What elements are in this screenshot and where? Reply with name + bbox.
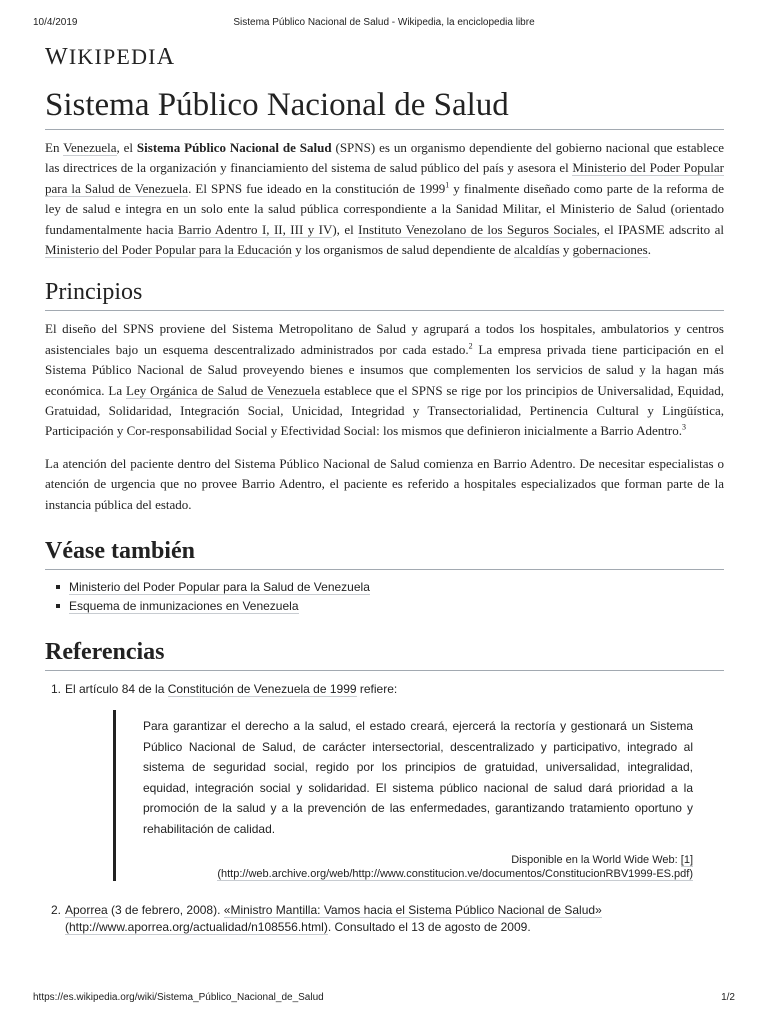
link-gobernaciones[interactable]: gobernaciones xyxy=(572,242,648,258)
intro-text: . xyxy=(647,242,651,258)
print-date: 10/4/2019 xyxy=(33,17,78,28)
reference-text: refiere: xyxy=(356,682,398,697)
quote-text: Para garantizar el derecho a la salud, el estado creará, ejercerá la rectoría y gestionará un Sistema Público Nacional de Salud, de carácter intersectorial, descentralizado y participativo, integrado al sistema de seguridad social, regido por los principios de gratuidad, universalidad, integralidad, equidad, integración social y solidaridad. El sistema público nacional de salud dará prioridad a la promoción de la salud y a la prevención de las enfermedades, garantizando tratamiento oportuno y rehabilitación de calidad. xyxy=(143,719,693,836)
see-also-list xyxy=(45,578,724,616)
list-item xyxy=(69,597,724,616)
citation-2[interactable]: 2 xyxy=(468,341,473,351)
quote-source xyxy=(143,853,693,881)
bullet-icon xyxy=(56,585,60,589)
link-ministerio-salud[interactable]: Ministerio del Poder Popular para la Salud de Venezuela xyxy=(45,160,724,196)
wikipedia-wordmark: WIKIPEDIA xyxy=(45,44,176,70)
heading-referencias: Referencias xyxy=(45,636,724,671)
intro-text: y finalmente diseñado como parte de la reforma de ley de salud e integra en un solo ente la salud pública correspondiente a la Sanidad Militar, el Ministerio de Salud (orientado fundamentalmente hacia xyxy=(45,180,724,237)
link-alcaldias[interactable]: alcaldías xyxy=(514,242,560,258)
reference-text: (3 de febrero, 2008). xyxy=(107,903,224,918)
intro-text: , el xyxy=(116,140,137,155)
wikipedia-logo[interactable] xyxy=(45,42,724,72)
print-page-title: Sistema Público Nacional de Salud - Wikipedia, la enciclopedia libre xyxy=(233,17,535,28)
list-item xyxy=(69,578,724,597)
print-footer xyxy=(33,992,735,1006)
heading-principios: Principios xyxy=(45,276,724,311)
principios-paragraph-2: La atención del paciente dentro del Sistema Público Nacional de Salud comienza en Barrio Adentro. De necesitar especialistas o atención de urgencia que no provee Barrio Adentro, el paciente es referido a hospitales especializados que forman parte de la instancia pública del estado. xyxy=(45,455,724,512)
link-venezuela[interactable]: Venezuela xyxy=(63,140,117,155)
link-constitucion-1999[interactable]: Constitución de Venezuela de 1999 xyxy=(167,682,357,697)
citation-1[interactable]: 1 xyxy=(445,180,450,190)
intro-text: En xyxy=(45,140,64,155)
print-url: https://es.wikipedia.org/wiki/Sistema_Público_Nacional_de_Salud xyxy=(33,992,324,1003)
intro-text: y los organismos de salud dependiente de xyxy=(291,242,515,258)
intro-paragraph xyxy=(45,138,724,260)
reference-text: . Consultado el 13 de agosto de 2009. xyxy=(327,920,531,935)
reference-number: 2. xyxy=(51,903,62,918)
principios-text: establece que el SPNS se rige por los principios de Universalidad, Equidad, Gratuidad, Solidaridad, Integración Social, Unicidad, Integridad y Transectorialidad, Pertinencia Cultural y Lingüística, Participación y Cor-responsabilidad Social y Efectividad Social: los mismos que definieron inicialmente a Barrio Adentro. xyxy=(45,382,724,439)
heading-vease-tambien: Véase también xyxy=(45,535,724,570)
references-list xyxy=(45,681,724,936)
citation-3[interactable]: 3 xyxy=(681,423,686,433)
intro-text: , el IPASME adscrito al xyxy=(596,221,724,237)
link-see-also-inmunizaciones[interactable]: Esquema de inmunizaciones en Venezuela xyxy=(69,599,299,614)
intro-text: y xyxy=(559,242,573,258)
article-subject-bold: Sistema Público Nacional de Salud xyxy=(136,140,332,155)
page-title: Sistema Público Nacional de Salud xyxy=(45,83,724,130)
link-see-also-ministerio[interactable]: Ministerio del Poder Popular para la Salud de Venezuela xyxy=(69,580,370,595)
bullet-icon xyxy=(56,604,60,608)
link-ministerio-educacion[interactable]: Ministerio del Poder Popular para la Educación xyxy=(45,242,292,258)
principios-text: La empresa privada tiene participación en el Sistema Público Nacional de Salud proveyendo bienes e insumos que complementen los servicios de salud y la hagan más económica. La xyxy=(45,341,724,398)
link-ley-organica-salud[interactable]: Ley Orgánica de Salud de Venezuela xyxy=(126,382,321,398)
intro-text: (SPNS) es un organismo dependiente del gobierno nacional que establece las directrices de la organización y financiamiento del sistema de salud público del país y asesora el xyxy=(45,140,724,176)
reference-item-2 xyxy=(45,902,724,936)
reference-text: El artículo 84 de la xyxy=(65,682,168,697)
intro-text: . El SPNS fue ideado en la constitución de 1999 xyxy=(188,180,446,196)
article-content xyxy=(45,40,724,936)
link-source-archive[interactable]: [1] (http://web.archive.org/web/http://www.constitucion.ve/documentos/ConstitucionRBV1999-ES.pdf) xyxy=(217,854,693,881)
reference-item-1 xyxy=(45,681,724,881)
link-ivss[interactable]: Instituto Venezolano de los Seguros Sociales xyxy=(358,221,597,237)
link-aporrea-article[interactable]: «Ministro Mantilla: Vamos hacia el Sistema Público Nacional de Salud» (http://www.aporrea.org/actualidad/n108556.html) xyxy=(65,903,602,935)
principios-text: El diseño del SPNS proviene del Sistema Metropolitano de Salud y agrupará a todos los hospitales, ambulatorios y centros asistenciales bajo un esquema descentralizado administrados por cada estado. xyxy=(45,321,724,357)
principios-paragraph-1 xyxy=(45,319,724,441)
intro-text: ), el xyxy=(332,221,359,237)
link-barrio-adentro[interactable]: Barrio Adentro I, II, III y IV xyxy=(178,221,333,237)
print-page-number: 1/2 xyxy=(721,992,735,1003)
link-aporrea[interactable]: Aporrea xyxy=(65,903,108,918)
reference-number: 1. xyxy=(51,682,62,697)
source-prefix: Disponible en la World Wide Web: xyxy=(511,854,681,867)
constitution-quote xyxy=(113,710,693,881)
print-header xyxy=(33,17,735,31)
